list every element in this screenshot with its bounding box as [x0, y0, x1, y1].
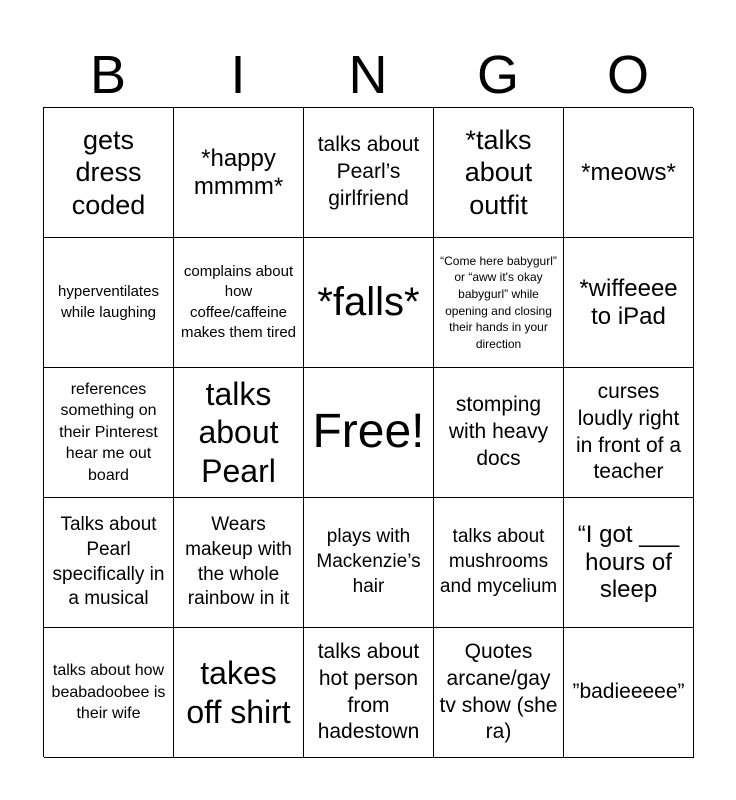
cell-text: ”badieeeee” — [572, 680, 685, 704]
header-letter-n: N — [348, 45, 388, 105]
bingo-cell-r1-c3[interactable] — [304, 108, 434, 238]
bingo-header — [43, 44, 693, 106]
cell-text: talks about hot person from hadestown — [317, 639, 420, 744]
cell-text: curses loudly right in front of a teacher — [575, 379, 682, 484]
cell-text: references something on their Pinterest hear me out board — [59, 380, 158, 484]
bingo-cell-r2-c5[interactable] — [564, 238, 694, 368]
bingo-grid — [43, 107, 693, 757]
bingo-cell-r3-c1[interactable] — [44, 368, 174, 498]
bingo-cell-r2-c2[interactable] — [174, 238, 304, 368]
cell-text: *falls* — [317, 280, 420, 325]
cell-text: talks about how beabadoobee is their wife — [51, 662, 166, 723]
bingo-cell-r2-c4[interactable] — [434, 238, 564, 368]
bingo-cell-r1-c2[interactable] — [174, 108, 304, 238]
bingo-cell-r5-c2[interactable] — [174, 628, 304, 758]
cell-text: “Come here babygurl” or “aww it's okay babygurl” while opening and closing their hands in your direction — [440, 253, 557, 351]
cell-text: stomping with heavy docs — [448, 393, 549, 470]
free-space: Free! — [312, 405, 425, 459]
bingo-cell-r3-c4[interactable] — [434, 368, 564, 498]
header-letter-b: B — [89, 45, 127, 105]
cell-text: Wears makeup with the whole rainbow in it — [185, 514, 292, 610]
cell-text: complains about how coffee/caffeine makes them tired — [180, 263, 297, 341]
bingo-cell-r2-c1[interactable] — [44, 238, 174, 368]
bingo-cell-r3-c5[interactable] — [564, 368, 694, 498]
cell-text: *happy mmmm* — [193, 144, 284, 200]
bingo-cell-r5-c3[interactable] — [304, 628, 434, 758]
cell-text: hyperventilates while laughing — [58, 283, 159, 321]
cell-text: *meows* — [581, 158, 676, 186]
bingo-cell-r4-c4[interactable] — [434, 498, 564, 628]
cell-text: plays with Mackenzie’s hair — [316, 526, 421, 597]
bingo-cell-r2-c3[interactable] — [304, 238, 434, 368]
cell-text: talks about Pearl — [198, 375, 279, 489]
bingo-cell-r5-c5[interactable] — [564, 628, 694, 758]
bingo-cell-r5-c4[interactable] — [434, 628, 564, 758]
header-letter-o: O — [606, 45, 649, 105]
bingo-cell-r4-c3[interactable] — [304, 498, 434, 628]
cell-text: talks about mushrooms and mycelium — [439, 526, 558, 597]
cell-text: talks about Pearl’s girlfriend — [317, 133, 420, 210]
bingo-cell-r1-c1[interactable] — [44, 108, 174, 238]
cell-text: “I got ___ hours of sleep — [577, 521, 680, 604]
cell-text: takes off shirt — [186, 655, 291, 730]
bingo-cell-r3-c2[interactable] — [174, 368, 304, 498]
cell-text: *talks about outfit — [464, 124, 533, 220]
cell-text: gets dress coded — [71, 124, 146, 220]
bingo-cell-r5-c1[interactable] — [44, 628, 174, 758]
bingo-cell-r4-c1[interactable] — [44, 498, 174, 628]
bingo-cell-r4-c5[interactable] — [564, 498, 694, 628]
bingo-cell-r1-c5[interactable] — [564, 108, 694, 238]
header-letter-i: I — [230, 45, 246, 105]
cell-text: Talks about Pearl specifically in a musical — [52, 514, 165, 610]
cell-text: *wiffeeee to iPad — [579, 274, 678, 330]
header-letter-g: G — [476, 45, 519, 105]
bingo-cell-r4-c2[interactable] — [174, 498, 304, 628]
bingo-cell-r1-c4[interactable] — [434, 108, 564, 238]
cell-text: Quotes arcane/gay tv show (she ra) — [439, 639, 558, 744]
bingo-cell-r3-c3[interactable] — [304, 368, 434, 498]
